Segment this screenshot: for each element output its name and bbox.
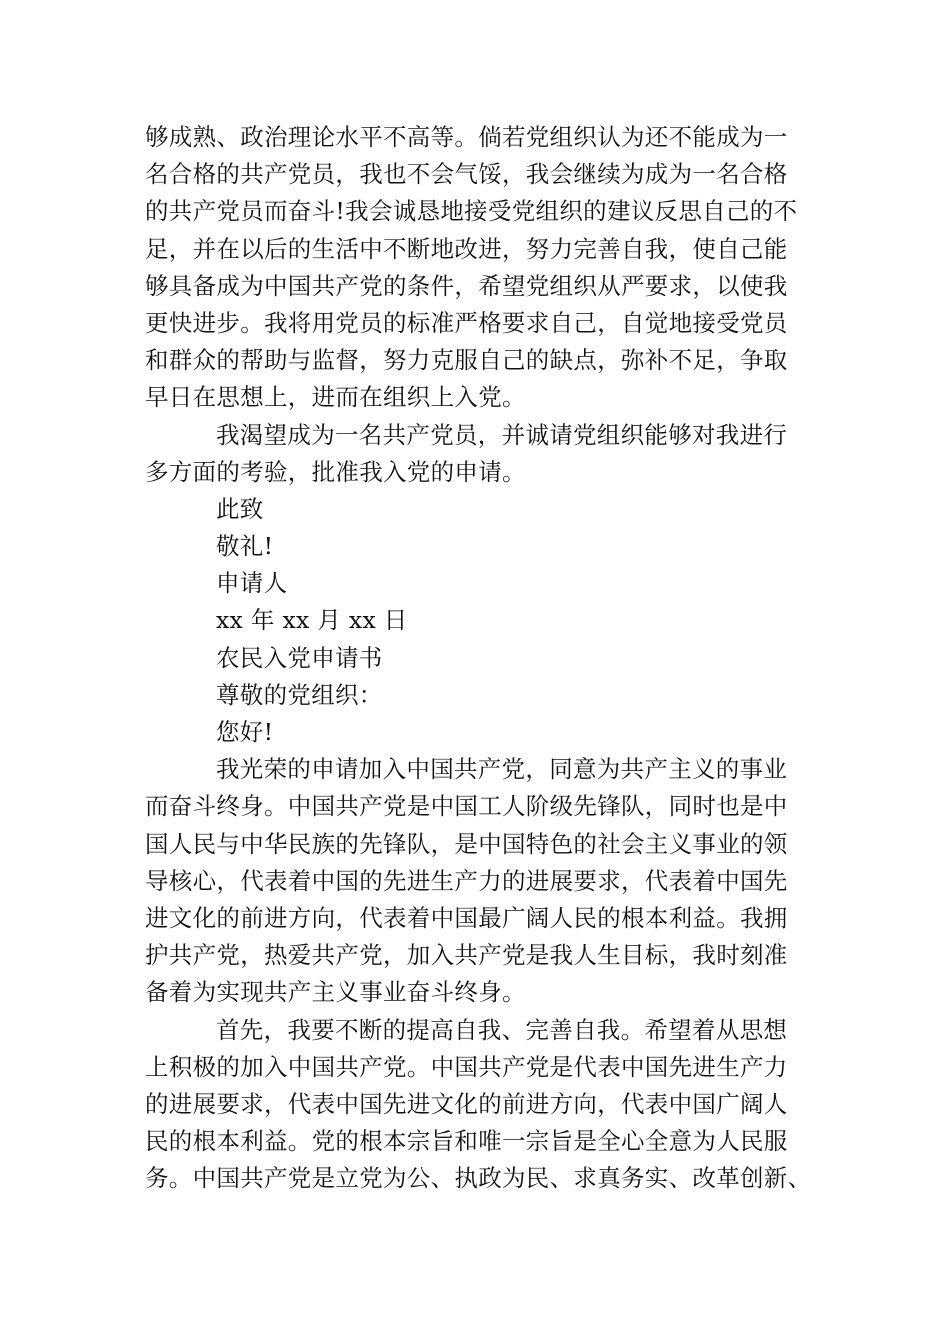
text-line: 更快进步。我将用党员的标准严格要求自己，自觉地接受党员 [145, 308, 788, 337]
text-line: 而奋斗终身。中国共产党是中国工人阶级先锋队，同时也是中 [145, 792, 788, 821]
text-line: 的进展要求，代表中国先进文化的前进方向，代表中国广阔人 [145, 1089, 788, 1118]
text-line: 您好! [216, 718, 274, 746]
text-line: 农民入党申请书 [216, 643, 383, 672]
text-line: 国人民与中华民族的先锋队，是中国特色的社会主义事业的领 [145, 829, 788, 858]
text-line: 足，并在以后的生活中不断地改进，努力完善自我，使自己能 [145, 234, 788, 263]
text-line: 民的根本利益。党的根本宗旨和唯一宗旨是全心全意为人民服 [145, 1127, 788, 1156]
text-line: 敬礼! [216, 532, 274, 561]
text-line: 上积极的加入中国共产党。中国共产党是代表中国先进生产力 [145, 1052, 788, 1081]
text-line: 和群众的帮助与监督，努力克服自己的缺点，弥补不足，争取 [145, 346, 788, 375]
text-line: 首先，我要不断的提高自我、完善自我。希望着从思想 [216, 1015, 788, 1044]
text-line: 务。中国共产党是立党为公、执政为民、求真务实、改革创新、 [145, 1164, 812, 1193]
text-line: 进文化的前进方向，代表着中国最广阔人民的根本利益。我拥 [145, 903, 788, 932]
text-line: 多方面的考验，批准我入党的申请。 [145, 457, 526, 486]
document-body [145, 119, 810, 1197]
text-line: 我光荣的申请加入中国共产党，同意为共产主义的事业 [216, 755, 788, 784]
text-line: 护共产党，热爱共产党，加入共产党是我人生目标，我时刻准 [145, 941, 788, 970]
text-line: 我渴望成为一名共产党员，并诚请党组织能够对我进行 [216, 420, 788, 449]
text-line: 此致 [216, 494, 264, 523]
text-line: 申请人 [216, 569, 288, 598]
text-line: 的共产党员而奋斗!我会诚恳地接受党组织的建议反思自己的不 [145, 197, 798, 226]
text-line: 尊敬的党组织： [216, 680, 383, 709]
text-line: 导核心，代表着中国的先进生产力的进展要求，代表着中国先 [145, 866, 788, 895]
text-line: xx 年 xx 月 xx 日 [216, 606, 408, 635]
text-line: 名合格的共产党员，我也不会气馁，我会继续为成为一名合格 [145, 160, 788, 189]
text-line: 够具备成为中国共产党的条件，希望党组织从严要求，以使我 [145, 271, 788, 300]
text-line: 备着为实现共产主义事业奋斗终身。 [145, 978, 526, 1007]
text-line: 早日在思想上，进而在组织上入党。 [145, 383, 526, 412]
text-line: 够成熟、政治理论水平不高等。倘若党组织认为还不能成为一 [145, 123, 788, 151]
